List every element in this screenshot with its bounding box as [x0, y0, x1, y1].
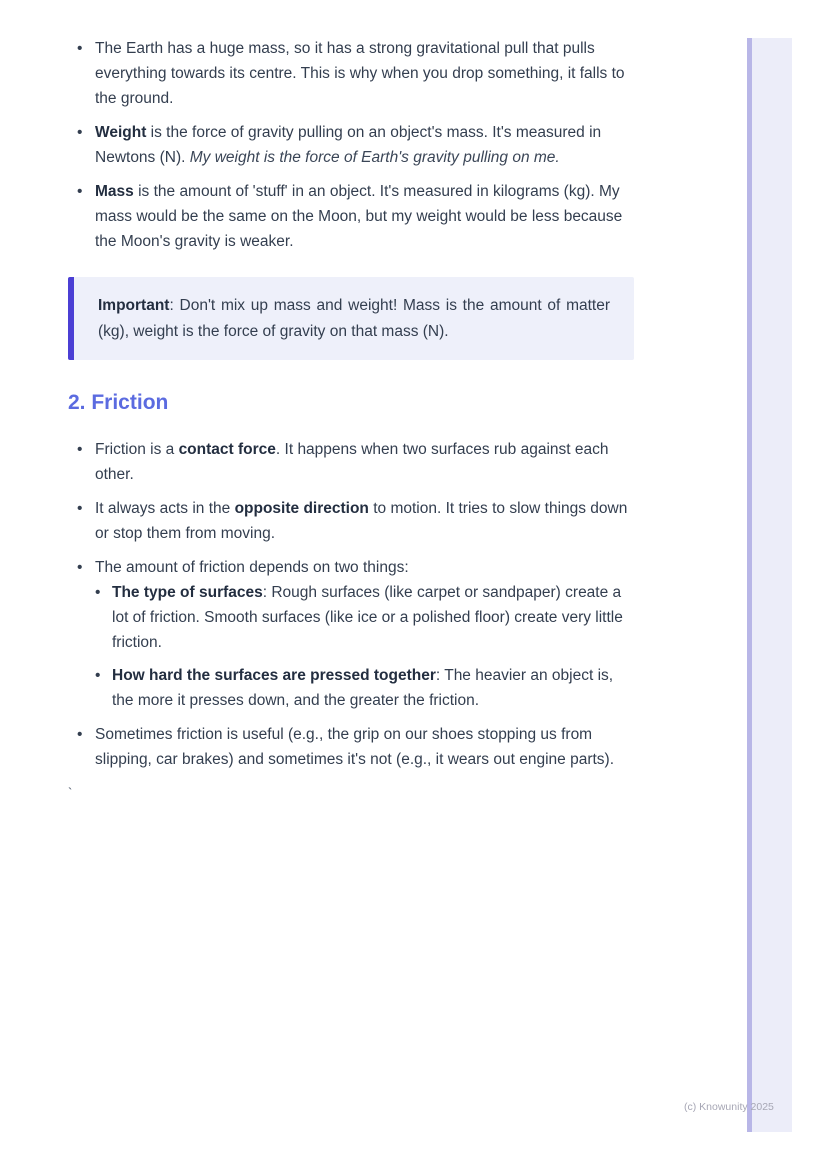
- text-segment: Important: [98, 297, 170, 314]
- bullet-item: [68, 722, 634, 772]
- bullet-item: [68, 437, 634, 487]
- friction-bullet-list: [68, 437, 634, 772]
- bullet-item: [68, 555, 634, 713]
- sub-bullet-list: [95, 580, 634, 713]
- bullet-item: [68, 496, 634, 546]
- text-segment: . It happens when two surfaces rub against each other.: [95, 441, 609, 483]
- text-segment: Sometimes friction is useful (e.g., the grip on our shoes stopping us from slipping, car brakes) and sometimes it's not (e.g., it wears out engine parts).: [95, 726, 615, 768]
- text-segment: is the force of gravity pulling on an object's mass. It's measured in Newtons (N).: [95, 124, 602, 166]
- important-callout: [68, 277, 634, 360]
- text-segment: is the amount of 'stuff' in an object. It's measured in kilograms (kg). My mass would be the same on the Moon, but my weight would be less because the Moon's gravity is weaker.: [95, 183, 623, 250]
- text-segment: The type of surfaces: [112, 584, 263, 601]
- text-segment: How hard the surfaces are pressed together: [112, 667, 436, 684]
- gravity-bullet-list: [68, 36, 634, 254]
- text-segment: : The heavier an object is, the more it presses down, and the greater the friction.: [112, 667, 614, 709]
- text-segment: Friction is a: [95, 441, 179, 458]
- bullet-item: [95, 580, 634, 655]
- notes-content: [68, 36, 634, 800]
- text-segment: Mass: [95, 183, 134, 200]
- section-heading-friction: 2. Friction: [68, 391, 169, 414]
- text-segment: opposite direction: [234, 500, 369, 517]
- text-segment: The Earth has a huge mass, so it has a strong gravitational pull that pulls everything towards its centre. This is why when you drop something, it falls to the ground.: [95, 40, 625, 107]
- text-segment: : Don't mix up mass and weight! Mass is the amount of matter (kg), weight is the force of gravity on that mass (N).: [98, 297, 610, 340]
- footer-copyright: (c) Knowunity 2025: [684, 1101, 774, 1113]
- text-segment: contact force: [178, 441, 276, 458]
- text-segment: My weight is the force of Earth's gravity pulling on me.: [189, 149, 560, 166]
- bullet-item: [68, 36, 634, 111]
- text-segment: The amount of friction depends on two things:: [95, 559, 409, 576]
- text-segment: : Rough surfaces (like carpet or sandpaper) create a lot of friction. Smooth surfaces (like ice or a polished floor) create very little friction.: [112, 584, 623, 651]
- text-segment: It always acts in the: [95, 500, 235, 517]
- bullet-item: [68, 120, 634, 170]
- text-segment: Weight: [95, 124, 147, 141]
- bullet-item: [95, 663, 634, 713]
- stray-backtick-character: `: [68, 785, 73, 800]
- right-edge-strip: [747, 38, 792, 1132]
- text-segment: to motion. It tries to slow things down or stop them from moving.: [95, 500, 628, 542]
- bullet-item: [68, 179, 634, 254]
